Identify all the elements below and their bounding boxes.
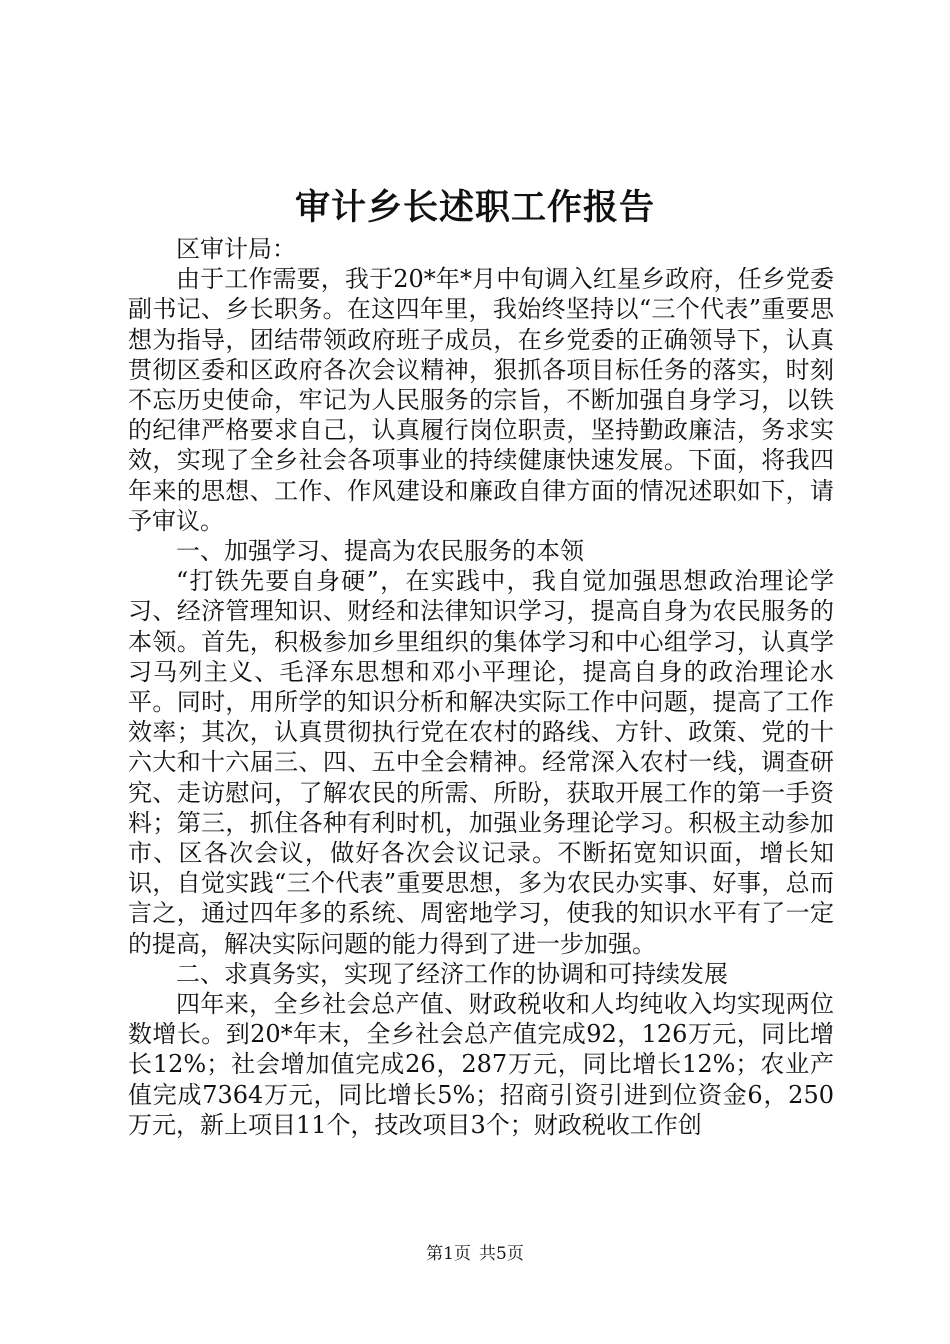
document-body bbox=[128, 234, 834, 1140]
paragraph-intro: 由于工作需要，我于20*年*月中旬调入红星乡政府，任乡党委副书记、乡长职务。在这四年里，我始终坚持以“三个代表”重要思想为指导，团结带领政府班子成员，在乡党委的正确领导下，认真贯彻区委和区政府各次会议精神，狠抓各项目标任务的落实，时刻不忘历史使命，牢记为人民服务的宗旨，不断加强自身学习，以铁的纪律严格要求自己，认真履行岗位职责，坚持勤政廉洁，务求实效，实现了全乡社会各项事业的持续健康快速发展。下面，将我四年来的思想、工作、作风建设和廉政自律方面的情况述职如下，请予审议。 bbox=[128, 265, 834, 535]
paragraph-section-2: 四年来，全乡社会总产值、财政税收和人均纯收入均实现两位数增长。到20*年末，全乡社会总产值完成92，126万元，同比增长12%；社会增加值完成26，287万元，同比增长12%；农业产值完成7364万元，同比增长5%；招商引资引进到位资金6，250万元，新上项目11个，技改项目3个；财政税收工作创 bbox=[128, 990, 834, 1139]
page-footer bbox=[0, 1242, 950, 1266]
page-number: 第1页 bbox=[426, 1244, 471, 1264]
section-heading-1: 一、加强学习、提高为农民服务的本领 bbox=[176, 537, 584, 566]
page-total: 共5页 bbox=[479, 1244, 524, 1264]
section-heading-2: 二、求真务实，实现了经济工作的协调和可持续发展 bbox=[176, 959, 728, 988]
paragraph-section-1: “打铁先要自身硬”，在实践中，我自觉加强思想政治理论学习、经济管理知识、财经和法律知识学习，提高自身为农民服务的本领。首先，积极参加乡里组织的集体学习和中心组学习，认真学习马列主义、毛泽东思想和邓小平理论，提高自身的政治理论水平。同时，用所学的知识分析和解决实际工作中问题，提高了工作效率；其次，认真贯彻执行党在农村的路线、方针、政策、党的十六大和十六届三、四、五中全会精神。经常深入农村一线，调查研究、走访慰问，了解农民的所需、所盼，获取开展工作的第一手资料；第三，抓住各种有利时机，加强业务理论学习。积极主动参加市、区各次会议，做好各次会议记录。不断拓宽知识面，增长知识，自觉实践“三个代表”重要思想，多为农民办实事、好事，总而言之，通过四年多的系统、周密地学习，使我的知识水平有了一定的提高，解决实际问题的能力得到了进一步加强。 bbox=[128, 567, 834, 958]
document-title: 审计乡长述职工作报告 bbox=[294, 187, 655, 228]
salutation: 区审计局： bbox=[176, 235, 296, 263]
